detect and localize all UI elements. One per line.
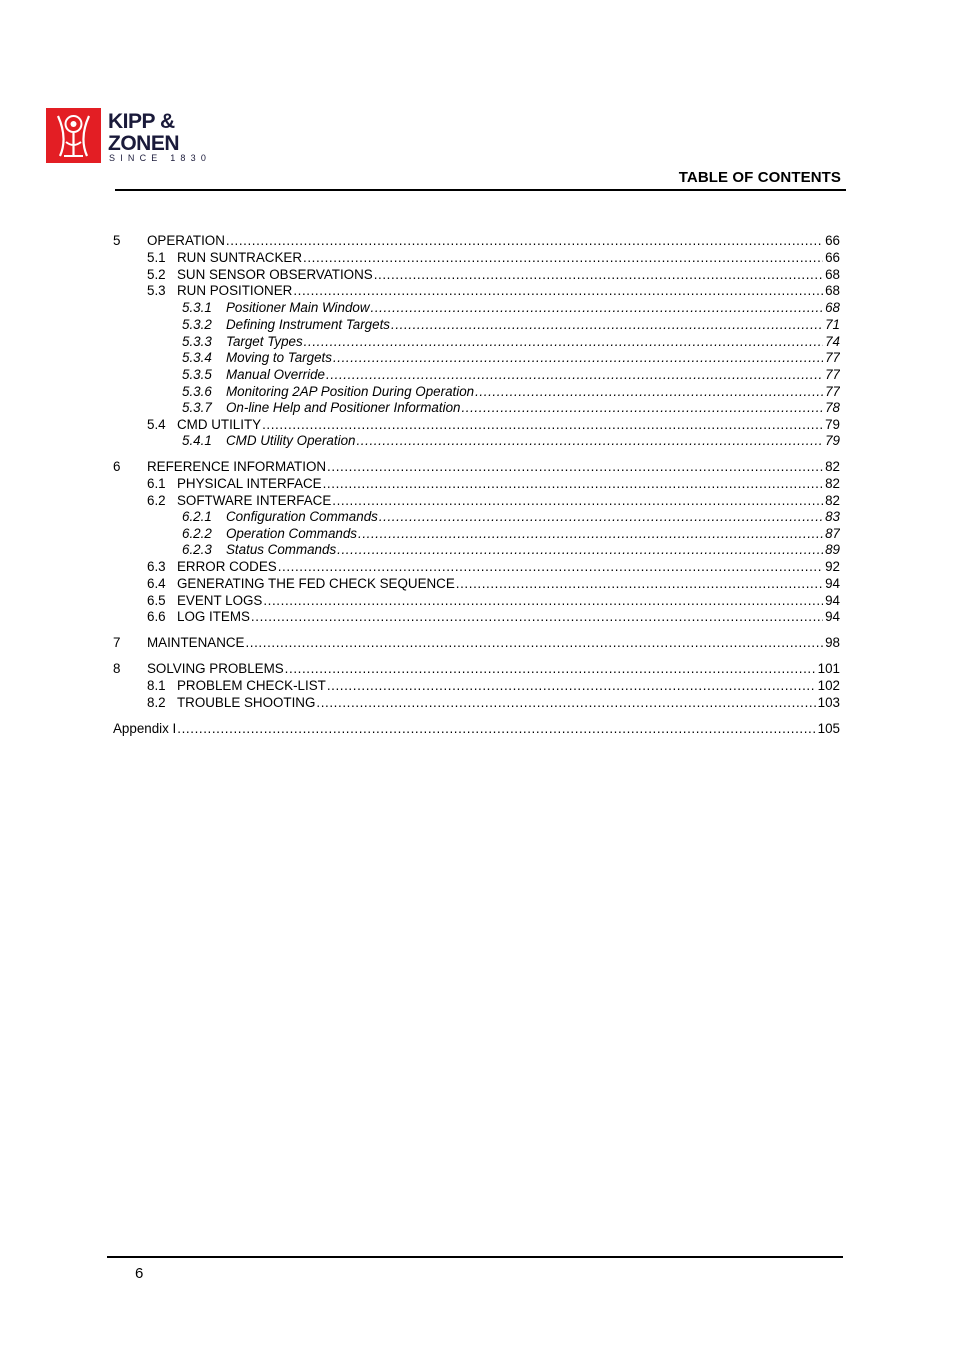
toc-page-number: 77 [825,367,840,382]
toc-row[interactable] [0,720,840,737]
toc-title[interactable]: Positioner Main Window [226,300,370,315]
toc-leader-dots [326,366,823,383]
toc-leader-dots [356,432,823,449]
toc-leader-dots [379,508,823,525]
toc-number: 5.3 [147,283,166,298]
toc-page-number: 77 [825,350,840,365]
toc-leader-dots [333,349,823,366]
toc-title[interactable]: CMD Utility Operation [226,433,356,448]
toc-title[interactable]: Status Commands [226,542,337,557]
toc-page-number: 68 [825,283,840,298]
toc-row[interactable] [0,492,840,509]
toc-number: 6.2 [147,493,166,508]
toc-page-number: 79 [825,417,840,432]
header-rule [115,189,846,191]
toc-title[interactable]: RUN POSITIONER [177,283,293,298]
toc-leader-dots [316,694,815,711]
toc-page-number: 78 [825,400,840,415]
toc-leader-dots [285,660,816,677]
toc-title[interactable]: Defining Instrument Targets [226,317,390,332]
toc-row[interactable] [0,282,840,299]
kipp-zonen-logo [46,108,226,164]
toc-title[interactable]: EVENT LOGS [177,593,263,608]
toc-row[interactable] [0,349,840,366]
toc-number: 5.3.2 [182,317,212,332]
toc-row[interactable] [0,316,840,333]
toc-page-number: 103 [817,695,840,710]
page-number: 6 [135,1265,144,1282]
toc-title[interactable]: Configuration Commands [226,509,378,524]
toc-leader-dots [263,592,823,609]
toc-leader-dots [303,249,823,266]
toc-page-number: 83 [825,509,840,524]
toc-page-number: 71 [825,317,840,332]
toc-title[interactable]: Moving to Targets [226,350,332,365]
header-title: TABLE OF CONTENTS [678,169,841,186]
toc-number: 5.4 [147,417,166,432]
toc-title[interactable]: RUN SUNTRACKER [177,250,302,265]
toc-title[interactable]: CMD UTILITY [177,417,262,432]
toc-leader-dots [262,416,823,433]
toc-page-number: 68 [825,267,840,282]
toc-leader-dots [323,475,823,492]
toc-row[interactable] [0,383,840,400]
toc-number: 8 [113,661,121,676]
toc-page-number: 82 [825,493,840,508]
svg-text:KIPP &: KIPP & [108,110,175,133]
toc-row[interactable] [0,299,840,316]
toc-leader-dots [461,399,823,416]
toc-title[interactable]: SOLVING PROBLEMS [147,661,284,676]
toc-leader-dots [358,525,823,542]
toc-page-number: 74 [825,334,840,349]
toc-leader-dots [337,541,823,558]
toc-title[interactable]: GENERATING THE FED CHECK SEQUENCE [177,576,455,591]
toc-page-number: 79 [825,433,840,448]
toc-leader-dots [327,677,816,694]
toc-page-number: 94 [825,609,840,624]
toc-title[interactable]: Manual Override [226,367,325,382]
toc-page-number: 77 [825,384,840,399]
kipp-zonen-emblem-icon [46,108,101,163]
toc-row[interactable] [0,399,840,416]
toc-page-number: 94 [825,576,840,591]
toc-row[interactable] [0,634,840,651]
toc-row[interactable] [0,558,840,575]
toc-page-number: 87 [825,526,840,541]
toc-row[interactable] [0,249,840,266]
kipp-zonen-wordmark [108,110,226,162]
toc-row[interactable] [0,677,840,694]
toc-title[interactable]: PROBLEM CHECK-LIST [177,678,326,693]
toc-row[interactable] [0,232,840,249]
toc-page-number: 94 [825,593,840,608]
toc-row[interactable] [0,608,840,625]
toc-row[interactable] [0,458,840,475]
toc-number: 8.2 [147,695,166,710]
toc-title[interactable]: SOFTWARE INTERFACE [177,493,332,508]
toc-number: 5 [113,233,121,248]
toc-number: 8.1 [147,678,166,693]
toc-leader-dots [304,333,823,350]
toc-leader-dots [371,299,824,316]
toc-number: 5.3.3 [182,334,212,349]
toc-title[interactable]: Operation Commands [226,526,357,541]
toc-number: 5.3.7 [182,400,212,415]
toc-leader-dots [278,558,823,575]
toc-title[interactable]: TROUBLE SHOOTING [177,695,316,710]
toc-number: 6.2.2 [182,526,212,541]
toc-title[interactable]: On-line Help and Positioner Information [226,400,461,415]
toc-page-number: 92 [825,559,840,574]
toc-leader-dots [226,232,823,249]
toc-page-number: 98 [825,635,840,650]
toc-title[interactable]: PHYSICAL INTERFACE [177,476,322,491]
toc-title[interactable]: Target Types [226,334,303,349]
toc-number: 5.3.4 [182,350,212,365]
toc-row[interactable] [0,508,840,525]
toc-page-number: 105 [817,721,840,736]
toc-row[interactable] [0,432,840,449]
toc-leader-dots [456,575,823,592]
toc-row[interactable] [0,366,840,383]
toc-page-number: 89 [825,542,840,557]
toc-leader-dots [293,282,823,299]
toc-row[interactable] [0,575,840,592]
toc-leader-dots [245,634,823,651]
toc-number: 5.3.6 [182,384,212,399]
toc-number: 6.2.1 [182,509,212,524]
toc-page-number: 68 [825,300,840,315]
toc-number: 5.2 [147,267,166,282]
svg-text:ZONEN: ZONEN [108,132,179,155]
toc-number: 6 [113,459,121,474]
toc-leader-dots [475,383,823,400]
toc-title[interactable]: OPERATION [147,233,225,248]
toc-page-number: 66 [825,233,840,248]
toc-leader-dots [332,492,823,509]
toc-leader-dots [327,458,823,475]
toc-leader-dots [177,720,815,737]
toc-row[interactable] [0,694,840,711]
toc-leader-dots [391,316,823,333]
toc-page-number: 66 [825,250,840,265]
toc-number: 6.5 [147,593,166,608]
toc-number: 6.3 [147,559,166,574]
toc-title[interactable]: LOG ITEMS [177,609,250,624]
toc-number: 7 [113,635,121,650]
toc-leader-dots [251,608,823,625]
toc-title[interactable]: Monitoring 2AP Position During Operation [226,384,475,399]
toc-title[interactable]: SUN SENSOR OBSERVATIONS [177,267,373,282]
toc-number: 5.3.5 [182,367,212,382]
toc-number: 6.6 [147,609,166,624]
toc-row[interactable] [0,525,840,542]
toc-page-number: 82 [825,459,840,474]
toc-number: 6.1 [147,476,166,491]
toc-number: 6.2.3 [182,542,212,557]
toc-number: 5.3.1 [182,300,212,315]
toc-number: 6.4 [147,576,166,591]
toc-title[interactable]: MAINTENANCE [147,635,245,650]
toc-page-number: 82 [825,476,840,491]
toc-number: 5.4.1 [182,433,212,448]
toc-row[interactable] [0,333,840,350]
toc-page-number: 102 [817,678,840,693]
toc-row[interactable] [0,541,840,558]
toc-row[interactable] [0,660,840,677]
toc-row[interactable] [0,592,840,609]
toc-title[interactable]: REFERENCE INFORMATION [147,459,327,474]
toc-number: 5.1 [147,250,166,265]
toc-row[interactable] [0,266,840,283]
toc-leader-dots [374,266,823,283]
toc-row[interactable] [0,475,840,492]
toc-title[interactable]: Appendix I [113,721,177,736]
toc-row[interactable] [0,416,840,433]
footer-rule [107,1256,843,1258]
svg-text:SINCE 1830: SINCE 1830 [109,153,212,162]
toc-title[interactable]: ERROR CODES [177,559,277,574]
toc-page-number: 101 [817,661,840,676]
